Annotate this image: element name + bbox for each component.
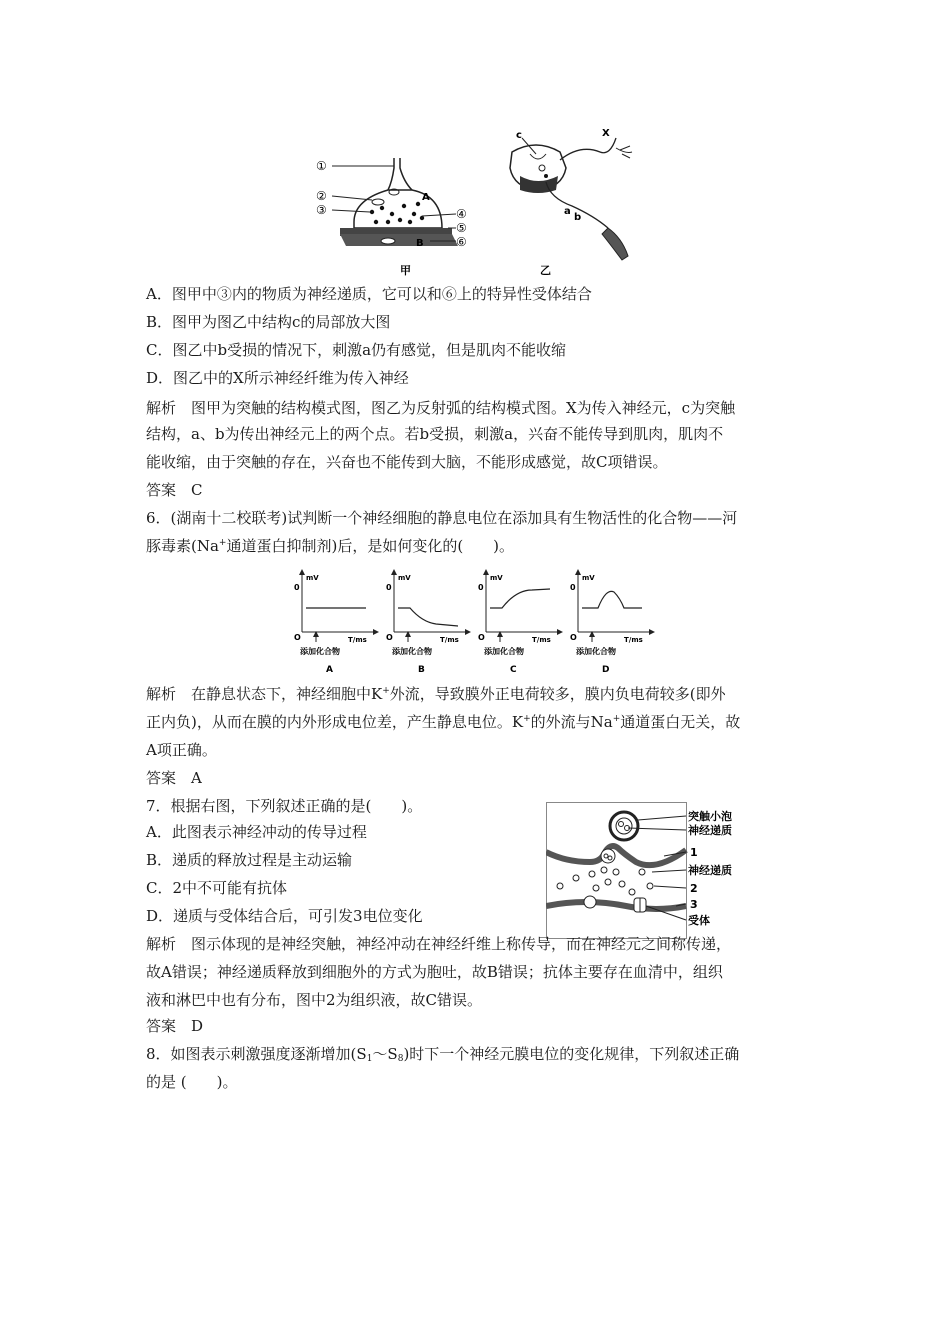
q5-option-b: B．图甲为图乙中结构c的局部放大图 <box>146 313 391 331</box>
graph-b-origin: O <box>386 633 393 642</box>
label-b: b <box>574 212 582 223</box>
label-synaptic-vesicle: 突触小泡 <box>688 810 732 823</box>
graph-c-yunit: mV <box>490 574 503 582</box>
label-5: ⑤ <box>456 221 467 235</box>
label-2: ② <box>316 189 327 203</box>
graph-c-stimulus: 添加化合物 <box>484 647 524 656</box>
caption-jia: 甲 <box>400 264 411 277</box>
q8-sub1: 1 <box>366 1054 373 1064</box>
q6-an-2a: 正内负)，从而在膜的内外形成电位差，产生静息电位。K <box>146 713 524 731</box>
graph-b-letter: B <box>418 665 425 675</box>
graph-c-origin: O <box>478 633 485 642</box>
q8-stem-line-2: 的是 ( )。 <box>146 1073 238 1091</box>
q7-option-a: A．此图表示神经冲动的传导过程 <box>146 823 367 841</box>
label-neurotransmitter-top: 神经递质 <box>688 824 732 837</box>
graph-d-letter: D <box>602 665 610 675</box>
label-2: 2 <box>690 882 698 895</box>
label-3: ③ <box>316 203 327 217</box>
q8-1c: )时下一个神经元膜电位的变化规律，下列叙述正确 <box>403 1045 740 1063</box>
label-neurotransmitter-mid: 神经递质 <box>688 864 732 877</box>
q6-an-1b: 外流，导致膜外正电荷较多，膜内负电荷较多(即外 <box>389 685 726 703</box>
q6-an-1a: 解析 在静息状态下，神经细胞中K <box>146 685 383 703</box>
q8-1b: ～S <box>372 1045 398 1063</box>
q5-option-d: D．图乙中的X所示神经纤维为传入神经 <box>146 369 409 387</box>
q5-option-c: C．图乙中b受损的情况下，刺激a仍有感觉，但是肌肉不能收缩 <box>146 341 567 359</box>
graph-c-zero: 0 <box>478 583 484 592</box>
q6-an-2-sup2: + <box>612 714 621 724</box>
graph-c-xunit: T/ms <box>532 636 551 644</box>
q7-option-c: C．2中不可能有抗体 <box>146 879 288 897</box>
graph-a-origin: O <box>294 633 301 642</box>
q8-sub2: 8 <box>397 1054 404 1064</box>
q6-analysis-line-3: A项正确。 <box>146 741 217 759</box>
label-1: ① <box>316 159 327 173</box>
synapse-reflex-arc-figure <box>310 124 650 284</box>
q6-an-2-sup1: + <box>523 714 531 724</box>
q6-an-2b: 的外流与Na <box>530 713 613 731</box>
graph-a-stimulus: 添加化合物 <box>300 647 340 656</box>
label-3: 3 <box>690 898 698 911</box>
q8-stem-line-1 <box>146 1044 739 1064</box>
q7-stem: 7．根据右图，下列叙述正确的是( )。 <box>146 797 423 815</box>
q6-stem-2a: 豚毒素(Na <box>146 537 219 555</box>
graph-b <box>386 572 468 675</box>
q5-analysis-line-2: 结构，a、b为传出神经元上的两个点。若b受损，刺激a，兴奋不能传导到肌肉，肌肉不 <box>146 425 724 443</box>
q5-option-a: A．图甲中③内的物质为神经递质，它可以和⑥上的特异性受体结合 <box>146 285 592 303</box>
reflex-arc-diagram-yi <box>510 128 632 277</box>
graph-a-xunit: T/ms <box>348 636 367 644</box>
graph-b-yunit: mV <box>398 574 411 582</box>
label-A-jia: A <box>422 192 430 203</box>
graph-c-letter: C <box>510 665 517 675</box>
q6-stem-line-2 <box>146 536 514 556</box>
q7-option-b: B．递质的释放过程是主动运输 <box>146 851 353 869</box>
q6-stem-2-sup: + <box>218 538 227 548</box>
synapse-diagram-jia <box>316 158 467 277</box>
graph-b-zero: 0 <box>386 583 392 592</box>
graph-d-xunit: T/ms <box>624 636 643 644</box>
graph-a <box>294 572 376 675</box>
graph-b-stimulus: 添加化合物 <box>392 647 432 656</box>
q6-stem-2b: 通道蛋白抑制剂)后，是如何变化的( )。 <box>226 537 515 555</box>
q6-answer: 答案 A <box>146 769 202 787</box>
graph-d-yunit: mV <box>582 574 595 582</box>
graph-d-origin: O <box>570 633 577 642</box>
q6-an-2c: 通道蛋白无关，故 <box>620 713 741 731</box>
graph-b-xunit: T/ms <box>440 636 459 644</box>
label-a: a <box>564 206 571 217</box>
q7-analysis-line-1: 解析 图示体现的是神经突触，神经冲动在神经纤维上称传导，而在神经元之间称传递， <box>146 935 732 953</box>
graph-a-zero: 0 <box>294 583 300 592</box>
graph-d-stimulus: 添加化合物 <box>576 647 616 656</box>
q7-answer: 答案 D <box>146 1017 204 1035</box>
q8-1a: 8．如图表示刺激强度逐渐增加(S <box>146 1045 367 1063</box>
graph-d <box>570 572 652 675</box>
caption-yi: 乙 <box>540 264 551 277</box>
q5-analysis-line-1: 解析 图甲为突触的结构模式图，图乙为反射弧的结构模式图。X为传入神经元，c为突触 <box>146 399 736 417</box>
graph-a-letter: A <box>326 665 333 675</box>
q6-analysis-line-2 <box>146 712 740 732</box>
q7-option-d: D．递质与受体结合后，可引发3电位变化 <box>146 907 423 925</box>
label-4: ④ <box>456 207 467 221</box>
synapse-detail-figure <box>546 802 772 940</box>
q5-answer: 答案 C <box>146 481 203 499</box>
q6-analysis-line-1 <box>146 684 726 704</box>
q5-analysis-line-3: 能收缩，由于突触的存在，兴奋也不能传到大脑，不能形成感觉，故C项错误。 <box>146 453 668 471</box>
label-X: X <box>602 128 610 139</box>
q7-analysis-line-3: 液和淋巴中也有分布，图中2为组织液，故C错误。 <box>146 991 483 1009</box>
graph-c <box>478 572 560 675</box>
label-c: c <box>516 130 522 141</box>
label-6: ⑥ <box>456 235 467 249</box>
label-receptor: 受体 <box>688 914 710 927</box>
q7-analysis-line-2: 故A错误；神经递质释放到细胞外的方式为胞吐，故B错误；抗体主要存在血清中，组织 <box>146 963 723 981</box>
label-1: 1 <box>690 846 698 859</box>
q6-stem-line-1: 6．(湖南十二校联考)试判断一个神经细胞的静息电位在添加具有生物活性的化合物——河 <box>146 509 738 527</box>
graph-a-yunit: mV <box>306 574 319 582</box>
membrane-potential-graphs <box>286 568 666 678</box>
q6-an-1-sup: + <box>382 686 390 696</box>
graph-d-zero: 0 <box>570 583 576 592</box>
label-B-jia: B <box>416 238 424 249</box>
